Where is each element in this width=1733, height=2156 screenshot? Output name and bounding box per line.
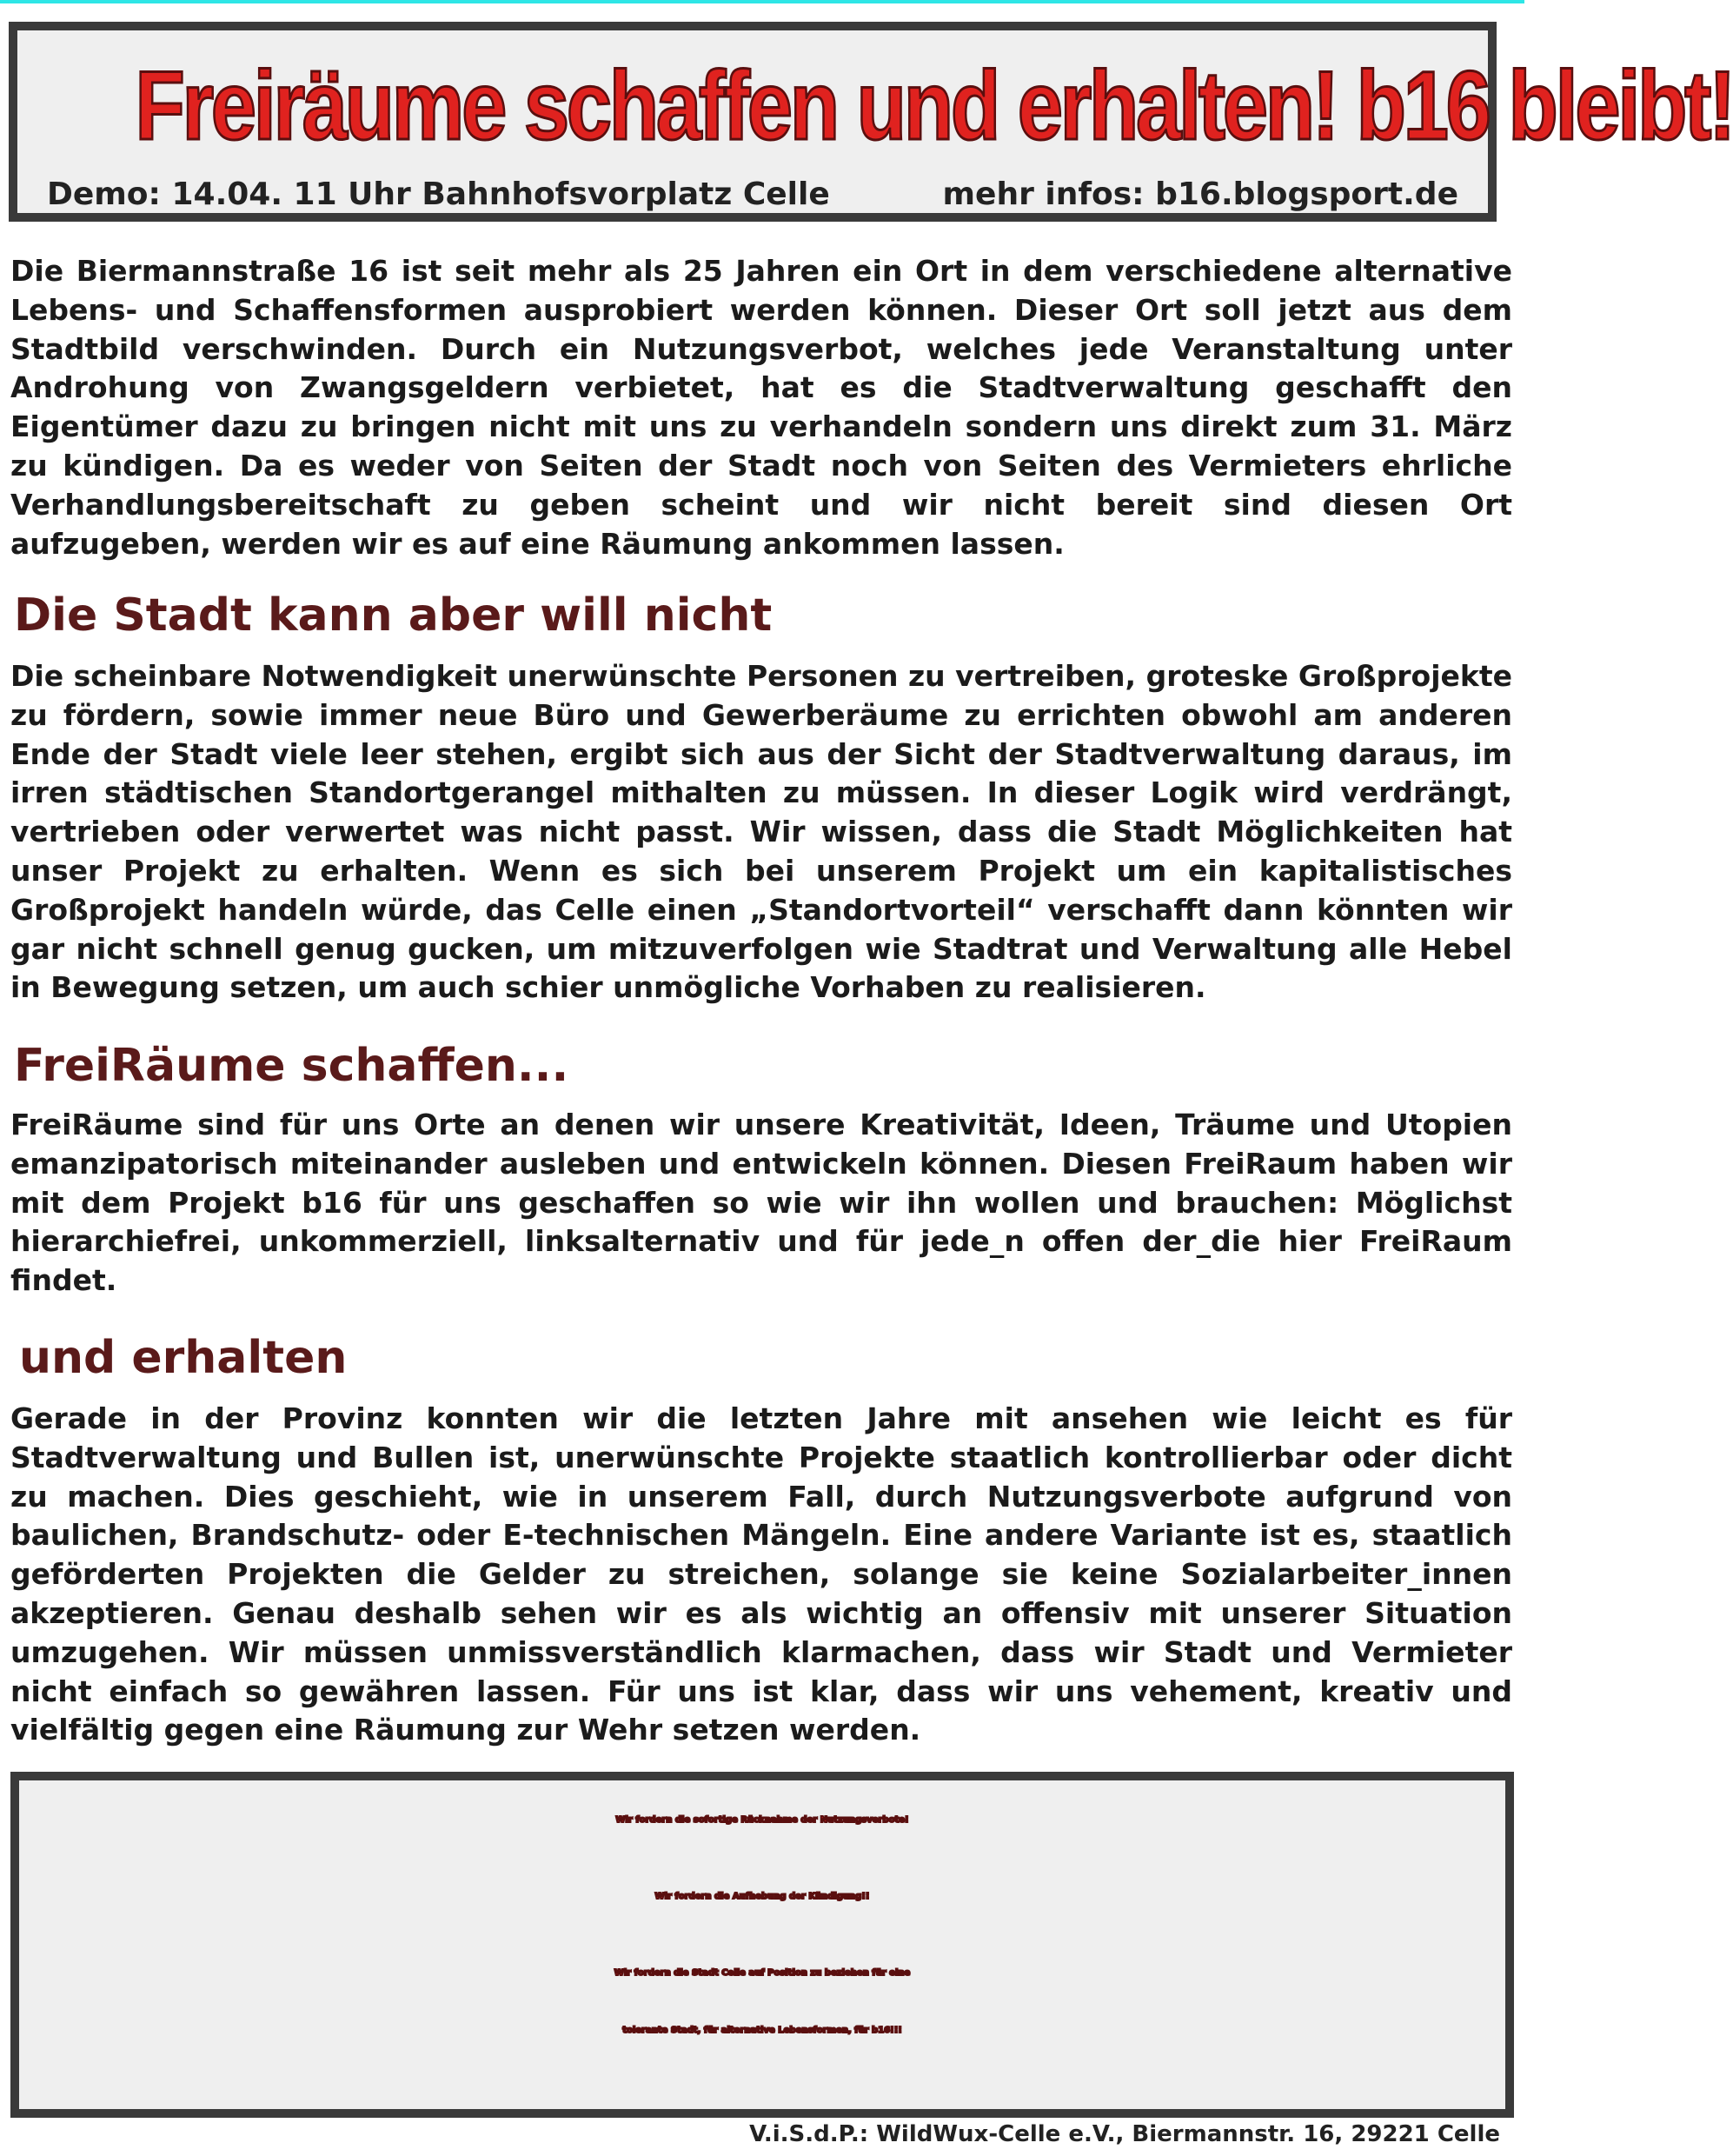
- section-text-stadt: Die scheinbare Notwendigkeit unerwünschte Personen zu vertreiben, groteske Großprojekte zu fördern, sowie immer neue Büro und Gewerberäume zu errichten obwohl am anderen Ende der Stadt viele leer stehen, ergibt sich aus der Sicht der Stadtverwaltung daraus, im irren städtischen Standortgerangel mithalten zu müssen. In dieser Logik wird verdrängt, vertrieben oder verwertet was nicht passt. Wir wissen, dass die Stadt Möglichkeiten hat unser Projekt zu erhalten. Wenn es sich bei unserem Projekt um ein kapitalistisches Großprojekt handeln würde, das Celle einen „Standortvorteil“ verschafft dann könnten wir gar nicht schnell genug gucken, um mitzuverfolgen wie Stadtrat und Verwaltung alle Hebel in Bewegung setzen, um auch schier unmögliche Vorhaben zu realisieren.: [10, 659, 1513, 1005]
- page-title: Freiräume schaffen und erhalten! b16 bleibt!: [135, 51, 1733, 160]
- demand-line-2: Wir fordern die Aufhebung der Kündigung!!: [654, 1892, 870, 1901]
- demand-line-3: Wir fordern die Stadt Celle auf Position zu beziehen für eine: [614, 1968, 911, 1978]
- section-heading-stadt: Die Stadt kann aber will nicht: [14, 589, 773, 642]
- section-text-freiraeume: FreiRäume sind für uns Orte an denen wir unsere Kreativität, Ideen, Träume und Utopien emanzipatorisch miteinander ausleben und entwickeln können. Diesen FreiRaum haben wir mit dem Projekt b16 für uns geschaffen so wie wir ihn wollen und brauchen: Möglichst hierarchiefrei, unkommerziell, linksalternativ und für jede_n offen der_die hier FreiRaum findet.: [10, 1108, 1512, 1298]
- imprint-footer: V.i.S.d.P.: WildWux-Celle e.V., Biermannstr. 16, 29221 Celle: [749, 2121, 1500, 2147]
- intro-paragraph: Die Biermannstraße 16 ist seit mehr als 25 Jahren ein Ort in dem verschiedene alternative Lebens- und Schaffensformen ausprobiert werden können. Dieser Ort soll jetzt aus dem Stadtbild verschwinden. Durch ein Nutzungsverbot, welches jede Veranstaltung unter Androhung von Zwangsgeldern verbietet, hat es die Stadtverwaltung geschafft den Eigentümer dazu zu bringen nicht mit uns zu verhandeln sondern uns direkt zum 31. März zu kündigen. Da es weder von Seiten der Stadt noch von Seiten des Vermieters ehrliche Verhandlungsbereitschaft zu geben scheint und wir nicht bereit sind diesen Ort aufzugeben, werden wir es auf eine Räumung ankommen lassen.: [10, 254, 1512, 561]
- section-heading-freiraeume: FreiRäume schaffen...: [14, 1040, 569, 1092]
- top-edge-line: [0, 0, 1524, 3]
- demand-line-1: Wir fordern die sofortige Rücknahme der Nutzungsverbote!: [615, 1815, 909, 1825]
- demands-box: [10, 1772, 1514, 2118]
- header-banner: [9, 22, 1733, 222]
- section-text-erhalten: Gerade in der Provinz konnten wir die letzten Jahre mit ansehen wie leicht es für Stadtverwaltung und Bullen ist, unerwünschte Projekte staatlich kontrollierbar oder dicht zu machen. Dies geschieht, wie in unserem Fall, durch Nutzungsverbote aufgrund von baulichen, Brandschutz- oder E-technischen Mängeln. Eine andere Variante ist es, staatlich geförderten Projekten die Gelder zu streichen, solange sie keine Sozialarbeiter_innen akzeptieren. Genau deshalb sehen wir es als wichtig an offensiv mit unserer Situation umzugehen. Wir müssen unmissverständlich klarmachen, dass wir Stadt und Vermieter nicht einfach so gewähren lassen. Für uns ist klar, dass wir uns vehement, kreativ und vielfältig gegen eine Räumung zur Wehr setzen werden.: [10, 1401, 1512, 1747]
- demand-line-4: tolerante Stadt, für alternative Lebensformen, für b16!!!: [622, 2026, 902, 2035]
- more-info-link: mehr infos: b16.blogsport.de: [942, 176, 1458, 212]
- section-heading-erhalten: und erhalten: [19, 1332, 348, 1384]
- demo-announcement: Demo: 14.04. 11 Uhr Bahnhofsvorplatz Celle: [47, 176, 830, 212]
